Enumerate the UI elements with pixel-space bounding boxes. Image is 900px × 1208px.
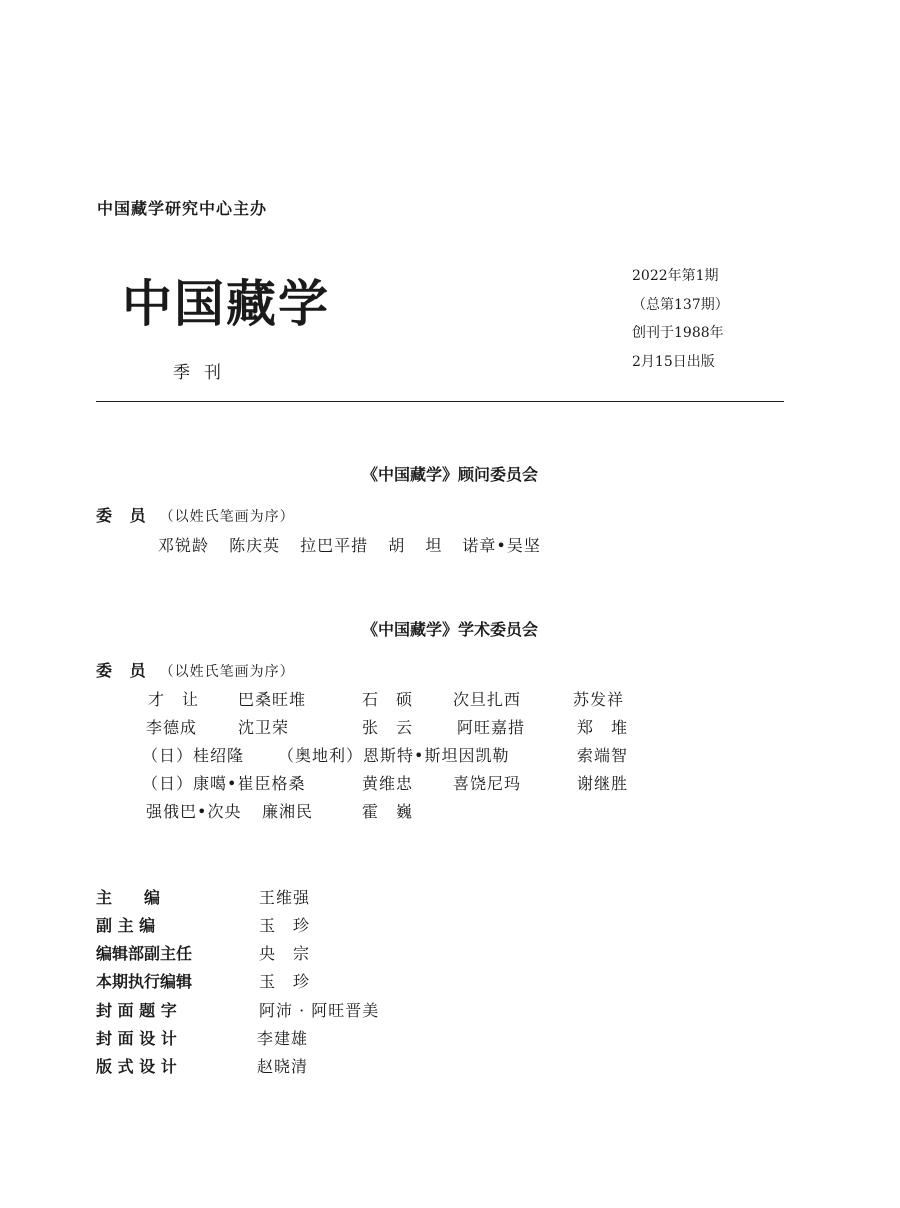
- staff-row-executive-editor: [96, 969, 596, 997]
- staff-name: 赵晓清: [257, 1057, 309, 1076]
- staff-name: 王维强: [259, 888, 311, 907]
- members-label: 委 员: [96, 506, 152, 525]
- member-name: 巴桑旺堆: [238, 690, 307, 709]
- member-name: 石 硕: [362, 690, 414, 709]
- academic-member-row: [0, 687, 900, 715]
- founded-year: 创刊于1988年: [632, 325, 724, 341]
- staff-row-editor-in-chief: [96, 885, 596, 913]
- member-name: 喜饶尼玛: [453, 774, 522, 793]
- journal-title: 中国藏学: [122, 274, 330, 333]
- staff-row-deputy-director: [96, 941, 596, 969]
- staff-role: 本期执行编辑: [96, 972, 193, 991]
- issue-total-number: （总第137期）: [632, 296, 729, 313]
- staff-role: 封 面 设 计: [96, 1029, 177, 1048]
- member-name: 次旦扎西: [453, 690, 522, 709]
- staff-row-deputy-editor: [96, 913, 596, 941]
- staff-name: 央 宗: [259, 944, 311, 963]
- member-name: （奥地利）恩斯特•斯坦因凯勒: [278, 746, 510, 765]
- staff-row-cover-design: [96, 1026, 596, 1054]
- academic-member-row: [0, 799, 900, 827]
- staff-name: 阿沛 · 阿旺晋美: [259, 1001, 380, 1020]
- academic-member-row: [0, 771, 900, 799]
- member-name: 才 让: [148, 690, 200, 709]
- staff-role: 封 面 题 字: [96, 1001, 177, 1020]
- advisory-members-heading: [96, 503, 295, 526]
- member-name: 苏发祥: [573, 690, 625, 709]
- academic-members-heading: [96, 658, 295, 681]
- member-name: 郑 堆: [577, 718, 629, 737]
- member-name: 沈卫荣: [238, 718, 290, 737]
- staff-row-cover-calligraphy: [96, 998, 596, 1026]
- members-order-note: （以姓氏笔画为序）: [159, 664, 295, 680]
- member-name: 阿旺嘉措: [457, 718, 526, 737]
- member-name: 谢继胜: [577, 774, 629, 793]
- staff-row-layout-design: [96, 1054, 596, 1082]
- staff-role: 编辑部副主任: [96, 944, 193, 963]
- member-name: （日）桂绍隆: [142, 746, 245, 765]
- member-name: 霍 巍: [362, 802, 414, 821]
- staff-role: 主 编: [96, 888, 161, 907]
- member-name: 索端智: [577, 746, 629, 765]
- staff-name: 李建雄: [257, 1029, 309, 1048]
- publication-date: 2月15日出版: [632, 353, 715, 370]
- advisory-committee-title: 《中国藏学》顾问委员会: [361, 465, 538, 484]
- staff-role: 版 式 设 计: [96, 1057, 177, 1076]
- header-divider: [96, 401, 784, 402]
- sponsor-line: 中国藏学研究中心主办: [97, 199, 268, 218]
- advisory-member-names: 邓锐龄 陈庆英 拉巴平措 胡 坦 诺章•吴坚: [158, 536, 541, 555]
- member-name: 廉湘民: [262, 802, 314, 821]
- member-name: 黄维忠: [362, 774, 414, 793]
- staff-name: 玉 珍: [259, 972, 311, 991]
- academic-committee-title: 《中国藏学》学术委员会: [361, 620, 538, 639]
- members-order-note: （以姓氏笔画为序）: [159, 509, 295, 525]
- member-name: 李德成: [146, 718, 198, 737]
- members-label: 委 员: [96, 661, 152, 680]
- issue-number: 2022年第1期: [632, 268, 719, 284]
- member-name: （日）康噶•崔臣格桑: [142, 774, 306, 793]
- academic-member-row: [0, 715, 900, 743]
- issue-info: [632, 262, 729, 376]
- member-name: 强俄巴•次央: [146, 802, 242, 821]
- academic-member-row: [0, 743, 900, 771]
- member-name: 张 云: [362, 718, 414, 737]
- staff-name: 玉 珍: [259, 916, 311, 935]
- staff-role: 副 主 编: [96, 916, 156, 935]
- journal-subtitle: 季刊: [173, 363, 235, 383]
